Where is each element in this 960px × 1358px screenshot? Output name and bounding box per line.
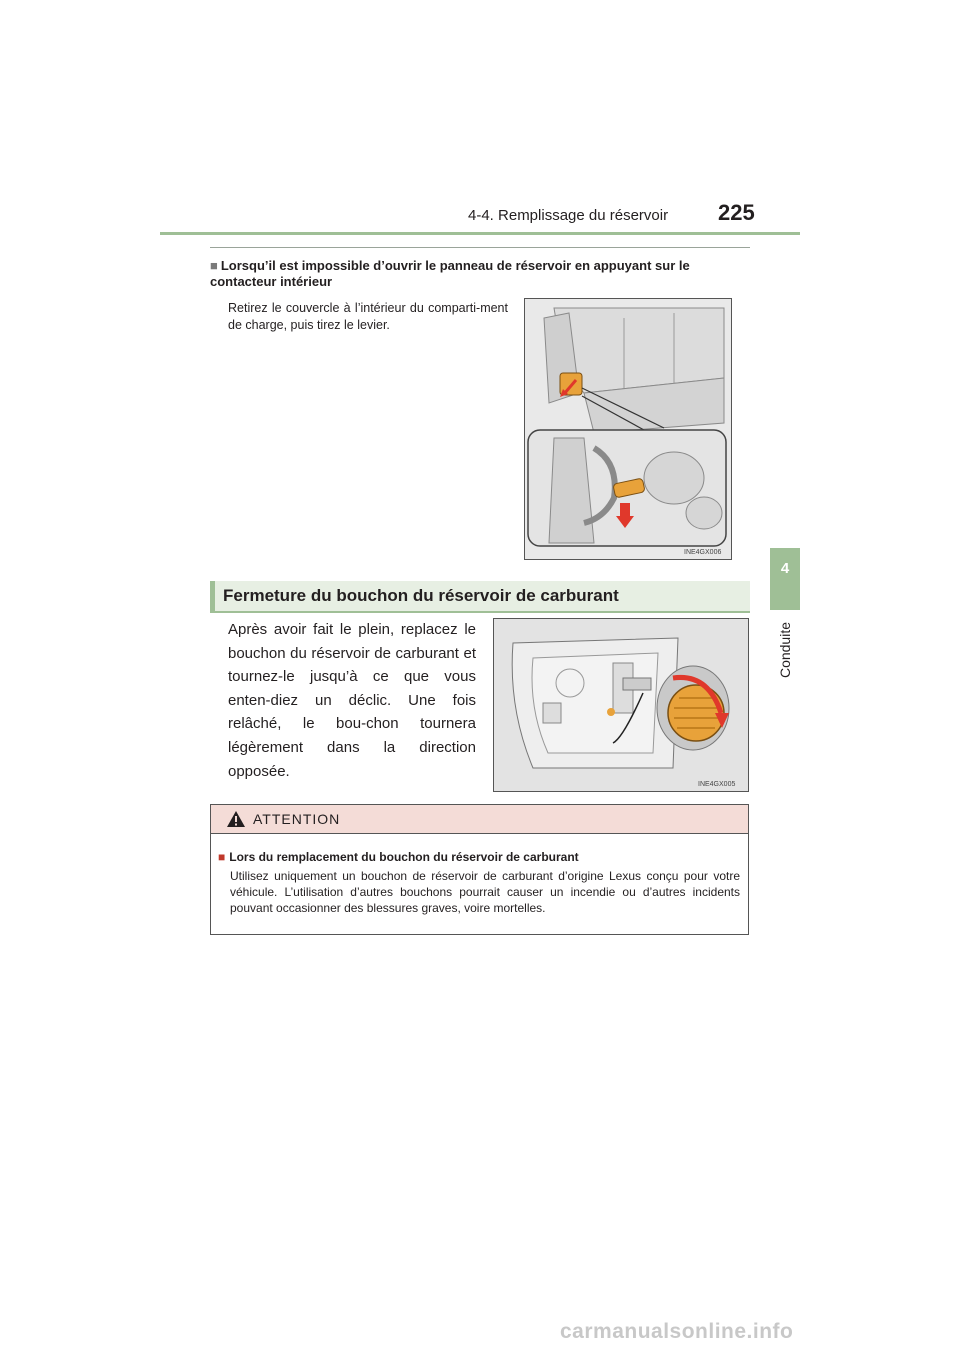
section-title: 4-4. Remplissage du réservoir (468, 207, 669, 224)
watermark: carmanualsonline.info (560, 1320, 794, 1343)
header-rule (160, 232, 800, 235)
bullet-icon: ■ (210, 258, 218, 273)
page-number: 225 (718, 200, 755, 225)
warning-text: Utilisez uniquement un bouchon de réservoir de carburant d’origine Lexus conçu pour votre véhicule. L’utilisation d’autres bouchons pourrait causer un incendie ou d’autres incidents pouvant occasionner des blessures graves, voire mortelles. (230, 869, 740, 915)
section-title-banner: Fermeture du bouchon du réservoir de carburant (223, 586, 619, 605)
chapter-label: Conduite (777, 622, 793, 679)
warning-subheading-text: Lors du remplacement du bouchon du réservoir de carburant (229, 850, 579, 864)
warning-triangle-icon (226, 810, 246, 828)
section-text: Après avoir fait le plein, replacez le bouchon du réservoir de carburant et tournez-le jusqu’à ce que vous enten-diez un déclic. Une fois relâché, le bou-chon tournera légèrement dans la direction opposée. (228, 621, 476, 780)
figure-code: INE4GX005 (698, 781, 736, 788)
warning-subheading (218, 850, 579, 864)
subsection-heading-text: Lorsqu’il est impossible d’ouvrir le panneau de réservoir en appuyant sur le contacteur intérieur (210, 258, 690, 289)
warning-bullet-icon: ■ (218, 850, 226, 864)
warning-title: ATTENTION (253, 811, 341, 827)
figure-code: INE4GX006 (684, 549, 722, 556)
subsection-heading (210, 258, 750, 290)
chapter-number: 4 (780, 560, 790, 577)
cargo-lever-illustration (524, 298, 732, 560)
fuel-cap-illustration (493, 618, 749, 792)
section-divider (210, 247, 750, 248)
section-banner-accent (210, 581, 215, 611)
chapter-tab (770, 548, 800, 610)
subsection-text: Retirez le couvercle à l’intérieur du comparti-ment de charge, puis tirez le levier. (228, 301, 508, 332)
